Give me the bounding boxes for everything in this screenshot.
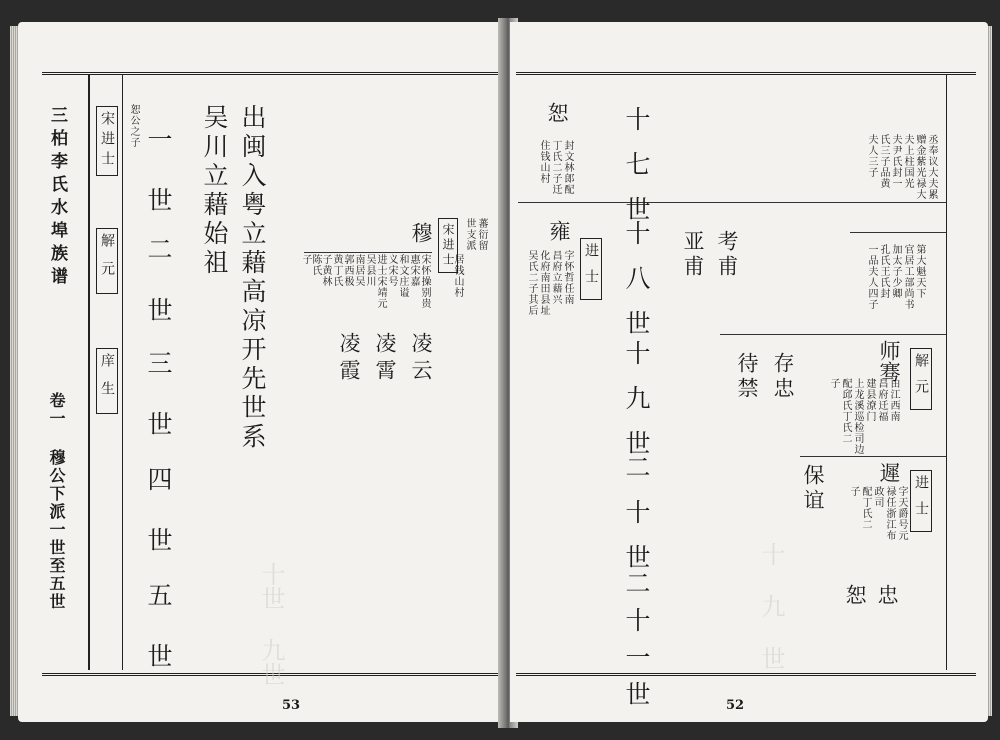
gen-19: 十九世 (622, 340, 651, 475)
chi-bio-3: 政司 (872, 486, 883, 508)
open-book (10, 8, 992, 736)
chi-bio-4: 配丁氏二 (860, 486, 871, 530)
top-bio-6: 夫人三子 (866, 134, 877, 178)
shi-bio-2: 昌府迁福 (876, 378, 887, 422)
gen-17: 十七世 (622, 106, 651, 241)
kaofu-name: 考甫 (715, 230, 739, 280)
shu-bio-3: 住钱山村 (538, 140, 549, 184)
shi-bio-3: 建县潦门 (864, 378, 875, 422)
shi-bio-5: 配邱氏丁氏二 (840, 378, 851, 444)
gen-20: 二十世 (622, 454, 651, 589)
mid-bio-5: 一品夫人四子 (866, 244, 877, 310)
gen-18: 十八世 (622, 220, 651, 355)
chi-name: 遲 (877, 462, 901, 483)
top-bio-1: 丞奉议大夫累 (926, 134, 937, 200)
yong-bio-4: 吴氏二子其后 (526, 250, 537, 316)
son-3: 凌霞 (337, 332, 361, 386)
left-divider-2 (122, 74, 123, 670)
daijin-name: 待禁 (735, 352, 759, 402)
mu-bio-3: 惠宋嘉 (408, 254, 419, 287)
top-bio-4: 夫尹氏封一 (890, 134, 901, 189)
right-rule-1 (518, 202, 946, 203)
yafu-name: 亚甫 (681, 230, 705, 280)
mid-bio-1: 第大魁天下 (914, 244, 925, 299)
yong-name: 雍 (547, 220, 571, 241)
chi-bio-2: 禄任浙江布 (884, 486, 895, 541)
son-2: 凌霄 (373, 332, 397, 386)
chi-bio-5: 子 (848, 486, 859, 497)
left-page (18, 22, 506, 722)
yong-bio-1: 字怀哲任南 (562, 250, 573, 305)
shi-bio-4: 上龙溪巡检司边 (852, 378, 863, 455)
mu-note-3: 居钱山村 (452, 254, 463, 298)
zhong-name: 忠 (875, 584, 899, 605)
mu-bio-2: 义宋号 (386, 254, 397, 287)
mu-bio-17: 子 (300, 254, 311, 265)
mid-bio-4: 孔氏王氏封 (878, 244, 889, 299)
gen-1: 一世 (144, 126, 173, 248)
rank-jinshi-2: 进士 (910, 470, 932, 532)
heading-line-2: 吴川立藉始祖 (200, 104, 229, 278)
left-divider-1 (88, 74, 90, 670)
gen-3: 三世 (144, 350, 173, 472)
bleed-through-right: 十 九 世 (757, 542, 785, 670)
chi-bio-1: 字天爵号元 (896, 486, 907, 541)
mu-bio-0: 宋怀操别贵 (419, 254, 430, 309)
mu-note-1: 世支派 (464, 218, 475, 251)
rank-jieyuan: 解元 (96, 228, 118, 294)
right-rule-2 (850, 232, 946, 233)
heading-line-1: 出闽入粤立藉高凉开先世系 (238, 104, 267, 452)
yong-bio-2: 昌府立藉兴 (550, 250, 561, 305)
shu-bio-2: 丁氏二子迁 (550, 140, 561, 195)
gen-4: 四世 (144, 466, 173, 588)
top-bio-2: 赠金紫光禄大 (914, 134, 925, 200)
son-1: 凌云 (409, 332, 433, 386)
mu-bio-16: 陈氏 (310, 254, 321, 276)
mu-bio-8: 南居吴 (353, 254, 364, 287)
spine-title: 三柏李氏水埠族谱 (47, 106, 67, 290)
mu-name: 穆 (409, 222, 433, 243)
bio-rule (304, 252, 432, 253)
yong-bio-3: 化府南田县址 (538, 250, 549, 316)
gen-5: 五世 (144, 582, 173, 704)
top-bio-3: 夫上柱国光 (902, 134, 913, 189)
shu-name: 恕 (545, 102, 569, 123)
page-number-right: 52 (726, 698, 745, 713)
shi-name: 师骞 (877, 340, 901, 382)
page-number-left: 53 (282, 698, 301, 713)
right-divider (946, 74, 947, 670)
mu-bio-1: 和文庄谥 (397, 254, 408, 298)
rank-mu: 宋进士 (438, 218, 458, 273)
baoyi-name: 保谊 (801, 464, 825, 514)
rank-xiangsheng: 庠生 (96, 348, 118, 414)
mu-note-2: 蕃衍留 (476, 218, 487, 251)
note-son: 恕公之子 (128, 104, 139, 148)
top-bio-5: 氏三子品黄 (878, 134, 889, 189)
mu-bio-12: 黄丁氏 (331, 254, 342, 287)
rank-jinshi-1: 进士 (580, 238, 602, 300)
mu-bio-4: 进士宋靖元 (375, 254, 386, 309)
gen-21: 二十一世 (622, 570, 651, 718)
cunzhong-name: 存忠 (771, 352, 795, 402)
mu-bio-6: 吴县川 (364, 254, 375, 287)
shu-bio-1: 封文林郎配 (562, 140, 573, 195)
right-page (510, 22, 988, 722)
right-rule-3 (720, 334, 946, 335)
shu2-name: 恕 (843, 584, 867, 605)
mu-bio-14: 子黄林 (320, 254, 331, 287)
right-rule-4 (800, 456, 946, 457)
mu-bio-10: 郭西极 (342, 254, 353, 287)
mid-bio-2: 官居工部尚书 (902, 244, 913, 310)
volume-label: 卷一 穆公下派一世至五世 (47, 392, 66, 611)
rank-song-jinshi: 宋进士 (96, 106, 118, 176)
shi-bio-6: 子 (828, 378, 839, 389)
bleed-through: 十世 九世 (257, 562, 285, 686)
mid-bio-3: 加太子少卿 (890, 244, 901, 299)
shi-bio-1: 由江西南 (888, 378, 899, 422)
rank-jieyuan-right: 解元 (910, 348, 932, 410)
gen-2: 二世 (144, 236, 173, 358)
